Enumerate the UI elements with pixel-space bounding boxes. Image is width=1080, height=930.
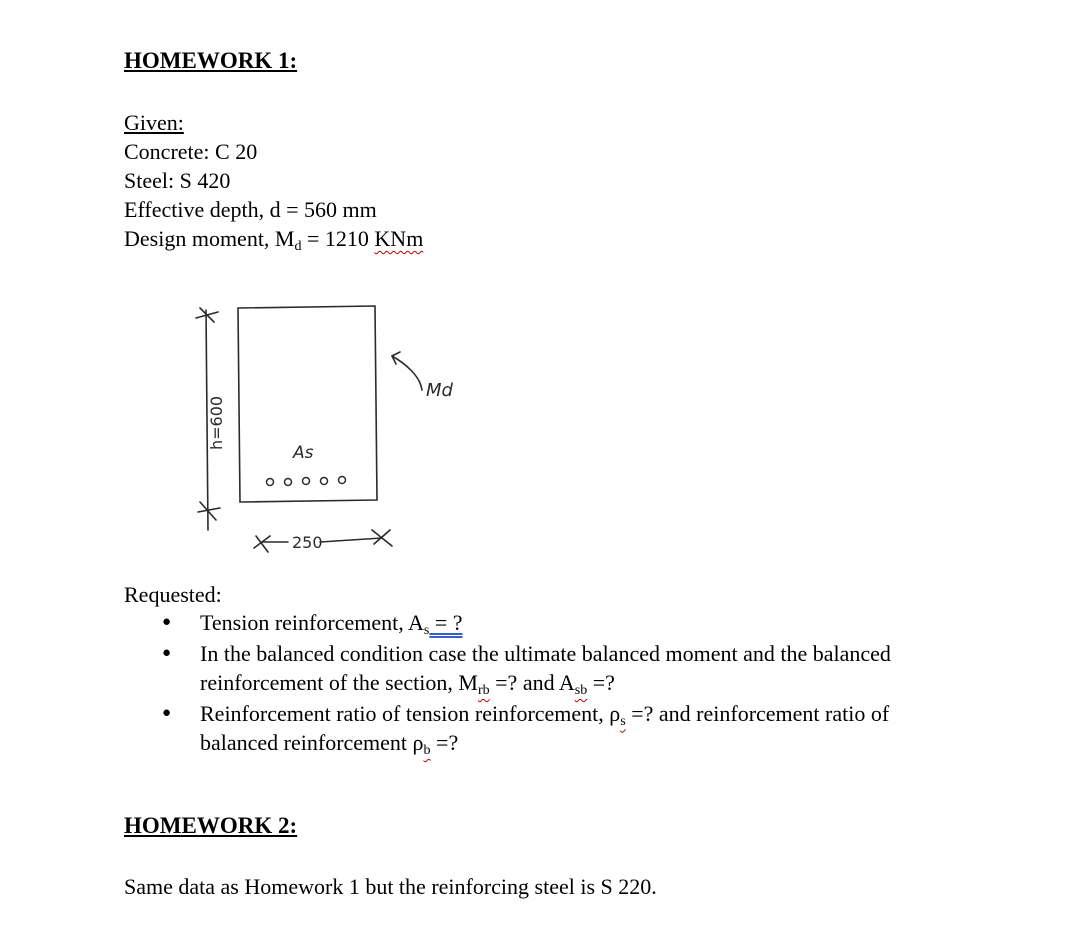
requested-label: Requested:	[124, 582, 222, 607]
steel-area-label: As	[293, 443, 314, 463]
steel-line: Steel: S 420	[124, 168, 231, 193]
beam-section-sketch	[170, 290, 500, 575]
concrete-line: Concrete: C 20	[124, 139, 258, 164]
section-outline	[238, 306, 377, 502]
width-label: 250	[292, 533, 323, 552]
list-item: ● Reinforcement ratio of tension reinforcement, $\rho_s$ =? and reinforcement ratio of balanced reinforcement $\rho_b$ =?	[160, 699, 990, 758]
height-label: h=600	[207, 395, 226, 450]
homework1-title: HOMEWORK 1:	[124, 48, 298, 73]
given-label: Given:	[124, 110, 184, 135]
homework2-title: HOMEWORK 2:	[124, 813, 298, 838]
effective-depth-line: Effective depth, d = 560 mm	[124, 197, 377, 222]
given-block	[124, 108, 423, 253]
rebar	[321, 478, 328, 485]
moment-label: Md	[426, 380, 453, 401]
list-item: ● Tension reinforcement, $A_s$ = ?	[160, 608, 990, 638]
moment-arrow	[392, 356, 422, 390]
homework2-text: Same data as Homework 1 but the reinforcing steel is S 220.	[124, 874, 657, 899]
rebar	[303, 478, 310, 485]
rebar-group	[267, 477, 346, 486]
rebar	[339, 477, 346, 484]
requested-list	[160, 608, 990, 758]
rebar	[285, 479, 292, 486]
list-item: ● In the balanced condition case the ultimate balanced moment and the balanced reinforcement of the section, $M_{rb}$ =? and $A_{sb}$ =?	[160, 639, 990, 698]
design-moment-line: Design moment, $M_d = 1210$ KNm	[124, 226, 424, 254]
rebar	[267, 479, 274, 486]
